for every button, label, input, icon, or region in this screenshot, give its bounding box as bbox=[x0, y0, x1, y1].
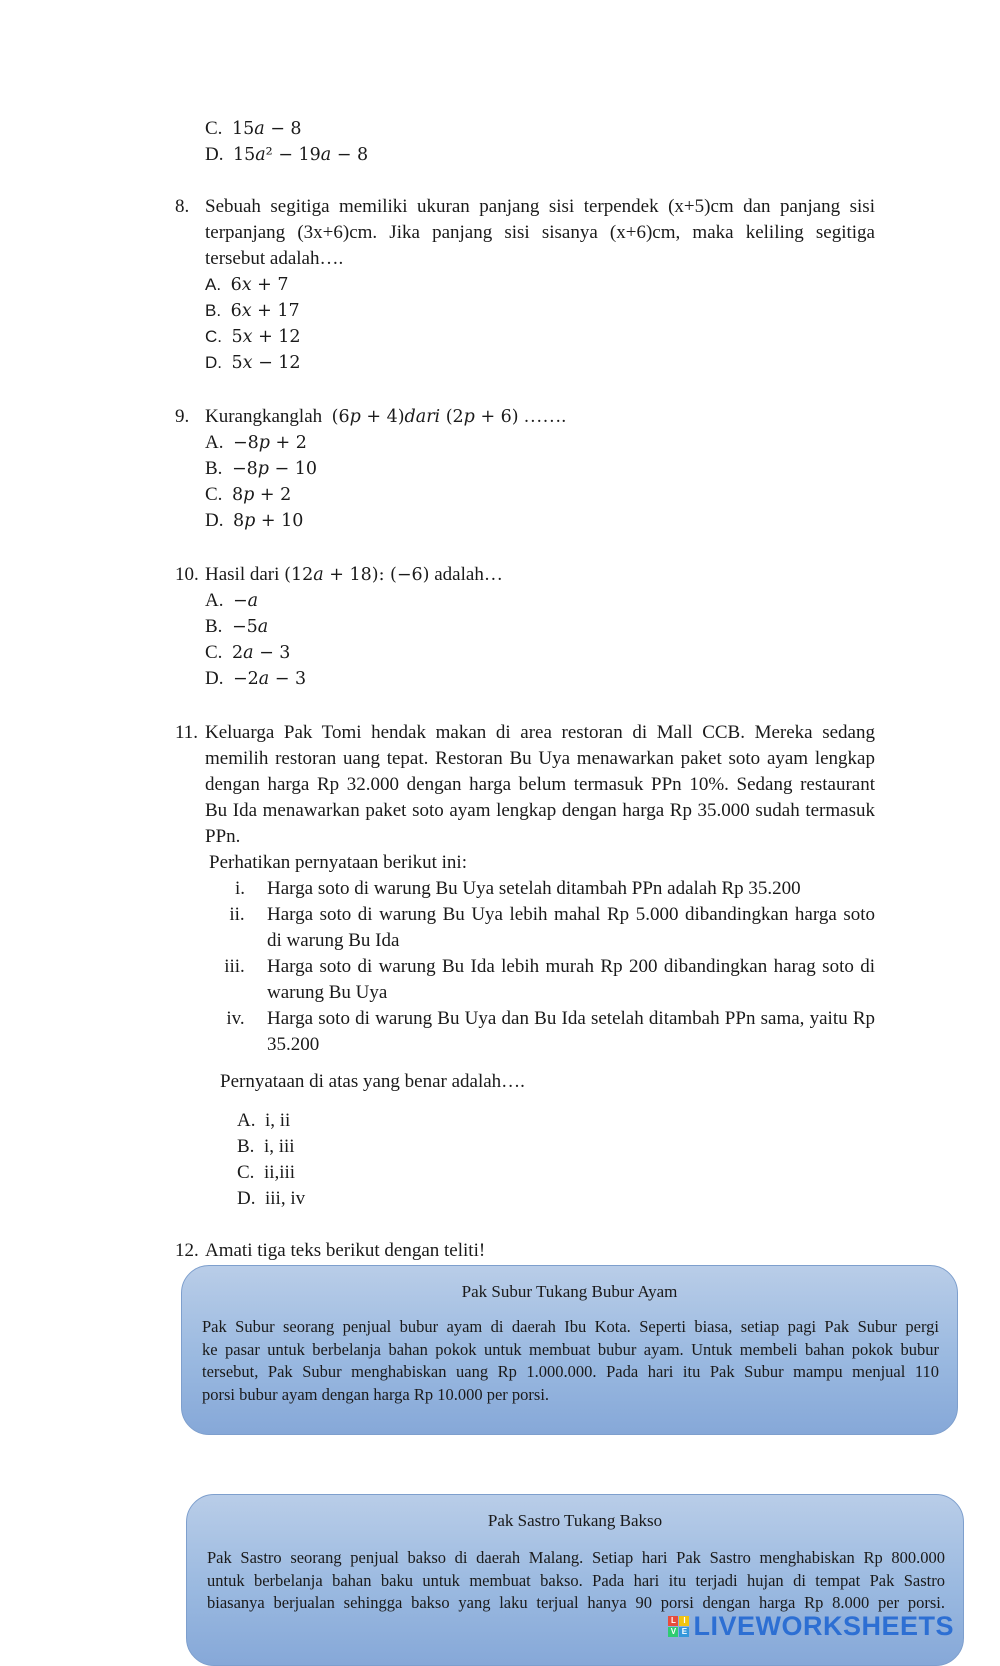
q8-option-a: A. 6𝑥 + 7 bbox=[205, 275, 289, 295]
q8-number: 8. bbox=[175, 196, 190, 217]
q10-option-b: B. −5𝑎 bbox=[205, 616, 269, 637]
q8-text-line1: Sebuah segitiga memiliki ukuran panjang sisi terpendek (x+5)cm dan panjang sisi bbox=[205, 196, 875, 217]
q11-statement-text-cont: di warung Bu Ida bbox=[267, 930, 400, 951]
liveworksheets-wordmark: LIVEWORKSHEETS bbox=[693, 1610, 954, 1641]
story-box-bubur bbox=[181, 1265, 958, 1435]
story-box-body: Pak Sastro seorang penjual bakso di daerah Malang. Setiap hari Pak Sastro menghabiskan Rp 800.000 untuk berbelanja bahan baku untuk membuat bakso. Pada hari itu terjadi hujan di tempat Pak Sastro biasanya berjualan sehingga bakso yang laku terjual hanya 90 porsi dengan harga Rp 8.000 per porsi. bbox=[207, 1548, 945, 1612]
story-box-title: Pak Subur Tukang Bubur Ayam bbox=[461, 1282, 678, 1301]
logo-mark-l: L bbox=[668, 1616, 678, 1626]
logo-mark-e: E bbox=[679, 1627, 689, 1637]
q11-statement-text: Harga soto di warung Bu Uya lebih mahal Rp 5.000 dibandingkan harga soto bbox=[267, 904, 875, 925]
q11-option-d: D. iii, iv bbox=[237, 1188, 306, 1209]
q10-option-a: A. −𝑎 bbox=[205, 590, 259, 611]
q11-number: 11. bbox=[175, 722, 199, 743]
q11-text-line5: PPn. bbox=[205, 826, 241, 847]
q10-option-d: D. −2𝑎 − 3 bbox=[205, 668, 307, 689]
q11-text-line3: dengan harga Rp 32.000 dengan harga belum termasuk PPn 10%. Sedang restaurant bbox=[205, 774, 875, 795]
q7-option-d: D. 15𝑎² − 19𝑎 − 8 bbox=[205, 144, 369, 165]
q11-statement-text-cont: 35.200 bbox=[267, 1034, 320, 1055]
story-box-body: Pak Subur seorang penjual bubur ayam di daerah Ibu Kota. Seperti biasa, setiap pagi Pak Subur pergi ke pasar untuk berbelanja bahan pokok untuk membuat bubur ayam. Untuk membeli bahan pokok bubur tersebut, Pak Subur menghabiskan uang Rp 1.000.000. Pada hari itu Pak Subur mampu menjual 110 porsi bubur ayam dengan harga Rp 10.000 per porsi. bbox=[202, 1317, 939, 1404]
logo-mark-i: I bbox=[679, 1616, 689, 1626]
q8-option-d: D. 5𝑥 − 12 bbox=[205, 353, 301, 373]
q8-text-line3: tersebut adalah…. bbox=[205, 248, 344, 269]
q10-text: Hasil dari (12𝑎 + 18): (−6) adalah… bbox=[205, 564, 503, 585]
q12-text: Amati tiga teks berikut dengan teliti! bbox=[205, 1240, 486, 1261]
q8-text-line2: terpanjang (3x+6)cm. Jika panjang sisi sisanya (x+6)cm, maka keliling segitiga bbox=[205, 222, 875, 243]
q9-option-b: B. −8𝑝 − 10 bbox=[205, 458, 317, 479]
q11-intro: Perhatikan pernyataan berikut ini: bbox=[209, 852, 467, 873]
q10-number: 10. bbox=[175, 564, 199, 585]
q10-option-c: C. 2𝑎 − 3 bbox=[205, 642, 291, 663]
logo-mark-v: V bbox=[668, 1627, 678, 1637]
q11-statement-text: Harga soto di warung Bu Ida lebih murah Rp 200 dibandingkan harag soto di bbox=[267, 956, 875, 977]
q11-statement-text-cont: warung Bu Uya bbox=[267, 982, 388, 1003]
q11-option-c: C. ii,iii bbox=[237, 1162, 296, 1183]
story-box-title: Pak Sastro Tukang Bakso bbox=[487, 1511, 663, 1530]
q11-option-b: B. i, iii bbox=[237, 1136, 295, 1157]
q9-option-c: C. 8𝑝 + 2 bbox=[205, 484, 292, 505]
q11-question: Pernyataan di atas yang benar adalah…. bbox=[220, 1071, 525, 1092]
q9-text: Kurangkanglah (6𝑝 + 4)𝑑𝑎𝑟𝑖 (2𝑝 + 6) ……. bbox=[205, 406, 567, 427]
q11-text-line4: Bu Ida menawarkan paket soto ayam lengkap dengan harga Rp 35.000 sudah termasuk bbox=[205, 800, 875, 821]
q11-statement-num: iv. bbox=[226, 1008, 245, 1029]
q11-text-line1: Keluarga Pak Tomi hendak makan di area restoran di Mall CCB. Mereka sedang bbox=[205, 722, 875, 743]
q12-number: 12. bbox=[175, 1240, 199, 1261]
q9-option-a: A. −8𝑝 + 2 bbox=[205, 432, 307, 453]
q11-statement-num: iii. bbox=[224, 956, 245, 977]
q9-option-d: D. 8𝑝 + 10 bbox=[205, 510, 304, 531]
q11-option-a: A. i, ii bbox=[237, 1110, 291, 1131]
q11-statement-num: i. bbox=[234, 878, 246, 899]
liveworksheets-mark-icon bbox=[668, 1616, 689, 1637]
liveworksheets-logo bbox=[668, 1611, 954, 1641]
q7-option-c: C. 15𝑎 − 8 bbox=[205, 118, 302, 139]
q8-option-c: C. 5𝑥 + 12 bbox=[205, 327, 301, 347]
q11-statement-num: ii. bbox=[229, 904, 245, 925]
q11-statement-text: Harga soto di warung Bu Uya dan Bu Ida setelah ditambah PPn sama, yaitu Rp bbox=[267, 1008, 875, 1029]
q8-option-b: B. 6𝑥 + 17 bbox=[205, 301, 300, 321]
q11-text-line2: memilih restoran uang tepat. Restoran Bu Uya menawarkan paket soto ayam lengkap bbox=[205, 748, 875, 769]
q9-number: 9. bbox=[175, 406, 190, 427]
q11-statement-text: Harga soto di warung Bu Uya setelah ditambah PPn adalah Rp 35.200 bbox=[267, 878, 801, 899]
